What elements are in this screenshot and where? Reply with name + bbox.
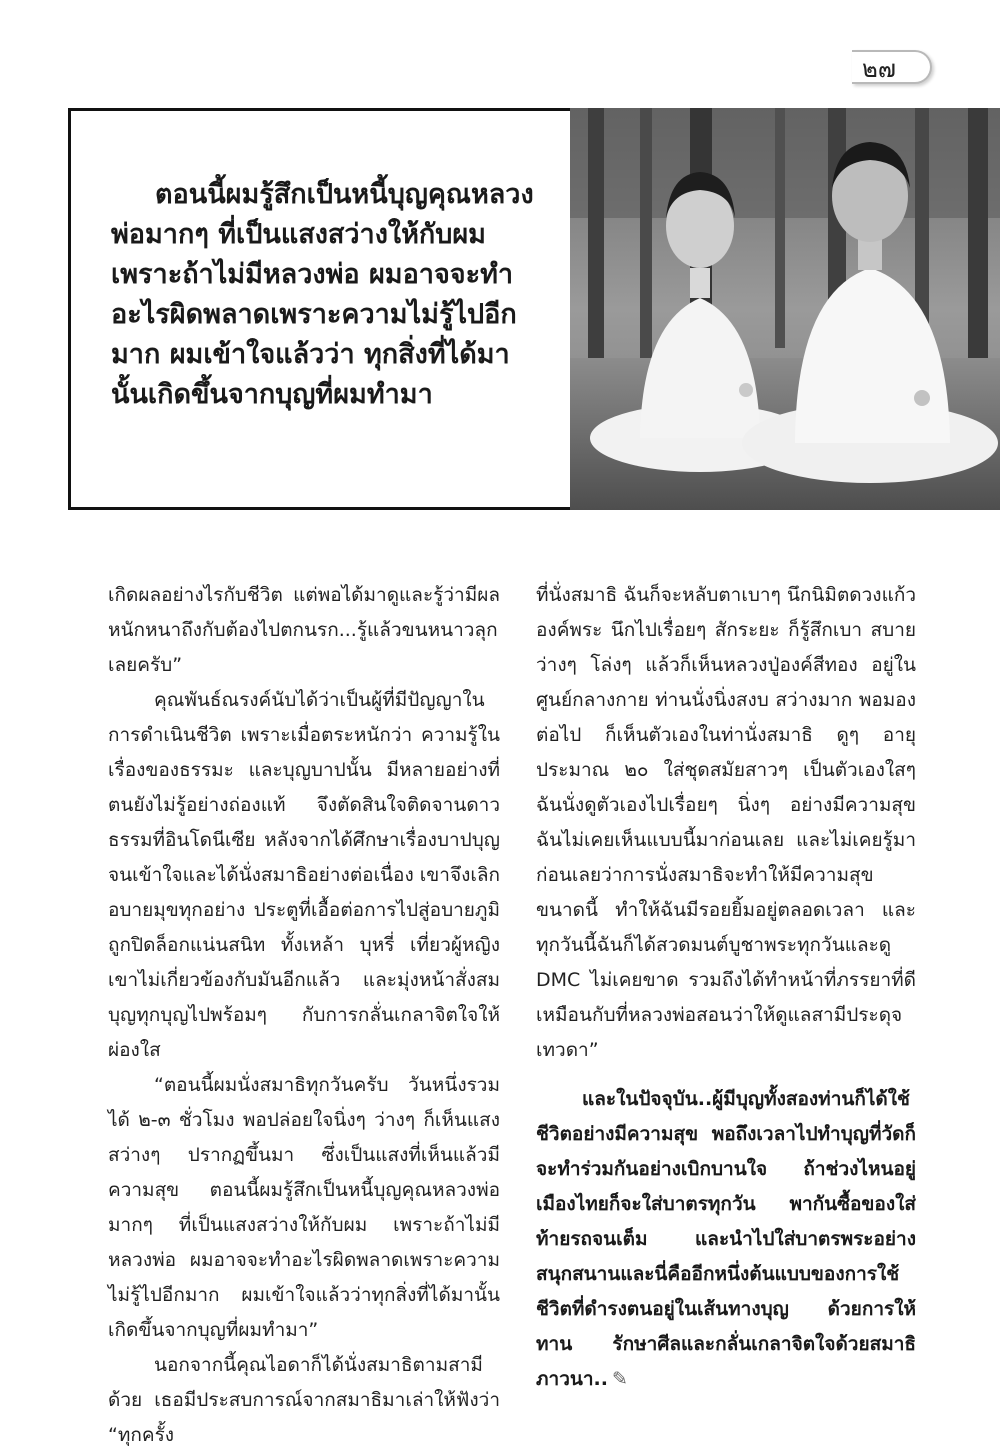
left-article-column: [108, 578, 500, 1453]
left-paragraph: นอกจากนี้คุณไอดาก็ได้นั่งสมาธิตามสามีด้วย เธอมีประสบการณ์จากสมาธิมาเล่าให้ฟังว่า “ทุกครั้ง: [108, 1354, 500, 1446]
right-paragraph: ที่นั่งสมาธิ ฉันก็จะหลับตาเบาๆ นึกนิมิตดวงแก้วองค์พระ นึกไปเรื่อยๆ สักระยะ ก็รู้สึกเบา สบาย ว่างๆ โล่งๆ แล้วก็เห็นหลวงปู่องค์สีทอง อยู่ในศูนย์กลางกาย ท่านนั่งนิ่งสงบ สว่างมาก พอมองต่อไป ก็เห็นตัวเองในท่านั่งสมาธิ ดูๆ อายุประมาณ ๒๐ ใส่ชุดสมัยสาวๆ เป็นตัวเองใสๆ ฉันนั่งดูตัวเองไปเรื่อยๆ นิ่งๆ อย่างมีความสุข ฉันไม่เคยเห็นแบบนี้มาก่อนเลย และไม่เคยรู้มาก่อนเลยว่าการนั่งสมาธิจะทำให้มีความสุขขนาดนี้ ทำให้ฉันมีรอยยิ้มอยู่ตลอดเวลา และทุกวันนี้ฉันก็ได้สวดมนต์บูชาพระทุกวันและดู DMC ไม่เคยขาด รวมถึงได้ทำหน้าที่ภรรยาที่ดี เหมือนกับที่หลวงพ่อสอนว่าให้ดูแลสามีประดุจเทวดา”: [536, 584, 916, 1061]
left-paragraph: คุณพันธ์ณรงค์นับได้ว่าเป็นผู้ที่มีปัญญาในการดำเนินชีวิต เพราะเมื่อตระหนักว่า ความรู้ในเรื่องของธรรมะ และบุญบาปนั้น มีหลายอย่างที่ตนยังไม่รู้อย่างถ่องแท้ จึงตัดสินใจติดจานดาวธรรมที่อินโดนีเซีย หลังจากได้ศึกษาเรื่องบาปบุญจนเข้าใจและได้นั่งสมาธิอย่างต่อเนื่อง เขาจึงเลิกอบายมุขทุกอย่าง ประตูที่เอื้อต่อการไปสู่อบายภูมิถูกปิดล็อกแน่นสนิท ทั้งเหล้า บุหรี่ เที่ยวผู้หญิง เขาไม่เกี่ยวข้องกับมันอีกแล้ว และมุ่งหน้าสั่งสมบุญทุกบุญไปพร้อมๆ กับการกลั่นเกลาจิตใจให้ผ่องใส: [108, 689, 500, 1061]
photo-illustration: [570, 108, 1000, 510]
left-paragraph: เกิดผลอย่างไรกับชีวิต แต่พอได้มาดูและรู้ว่ามีผลหนักหนาถึงกับต้องไปตกนรก...รู้แล้วขนหนาวลุกเลยครับ”: [108, 584, 500, 676]
end-mark-icon: ✎: [611, 1368, 628, 1390]
left-paragraph: “ตอนนี้ผมนั่งสมาธิทุกวันครับ วันหนึ่งรวมได้ ๒-๓ ชั่วโมง พอปล่อยใจนิ่งๆ ว่างๆ ก็เห็นแสงสว่างๆ ปรากฏขึ้นมา ซึ่งเป็นแสงที่เห็นแล้วมีความสุข ตอนนี้ผมรู้สึกเป็นหนี้บุญคุณหลวงพ่อมากๆ ที่เป็นแสงสว่างให้กับผม เพราะถ้าไม่มีหลวงพ่อ ผมอาจจะทำอะไรผิดพลาดเพราะความไม่รู้ไปอีกมาก ผมเข้าใจแล้วว่าทุกสิ่งที่ได้มานั้นเกิดขึ้นจากบุญที่ผมทำมา”: [108, 1074, 500, 1341]
page-number: ๒๗: [852, 50, 932, 84]
couple-meditating-photo: [570, 108, 1000, 510]
pull-quote-box: [68, 108, 570, 510]
pull-quote-text: ตอนนี้ผมรู้สึกเป็นหนี้บุญคุณหลวงพ่อมากๆ ที่เป็นแสงสว่างให้กับผม เพราะถ้าไม่มีหลวงพ่อ ผมอาจจะทำอะไรผิดพลาดเพราะความไม่รู้ไปอีกมาก ผมเข้าใจแล้วว่า ทุกสิ่งที่ได้มานั้นเกิดขึ้นจากบุญที่ผมทำมา: [111, 179, 534, 410]
summary-paragraph: [536, 1082, 916, 1397]
summary-text: และในปัจจุบัน..ผู้มีบุญทั้งสองท่านก็ได้ใช้ชีวิตอย่างมีความสุข พอถึงเวลาไปทำบุญที่วัดก็จะทำร่วมกันอย่างเบิกบานใจ ถ้าช่วงไหนอยู่เมืองไทยก็จะใส่บาตรทุกวัน พากันซื้อของใส่ท้ายรถจนเต็ม และนำไปใส่บาตรพระอย่างสนุกสนานและนี่คืออีกหนึ่งต้นแบบของการใช้ชีวิตที่ดำรงตนอยู่ในเส้นทางบุญ ด้วยการให้ทาน รักษาศีลและกลั่นเกลาจิตใจด้วยสมาธิภาวนา..: [536, 1088, 916, 1390]
right-article-column: [536, 578, 916, 1397]
